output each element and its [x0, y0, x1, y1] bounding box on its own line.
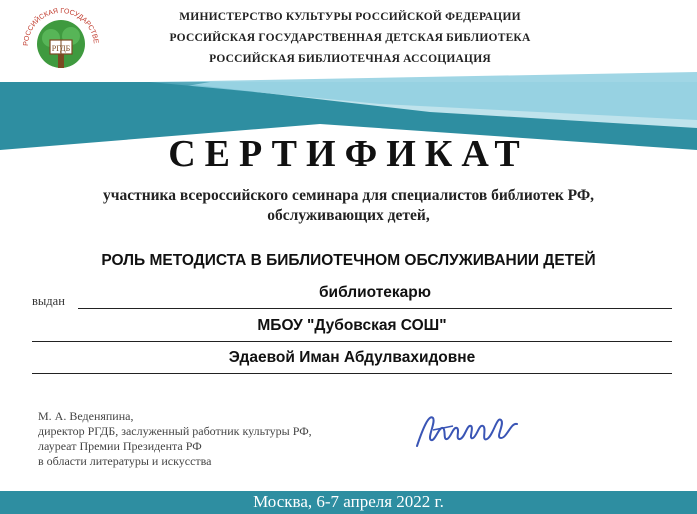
organization-field: МБОУ "Дубовская СОШ"	[257, 317, 447, 334]
signatory-award: лауреат Премии Президента РФ	[38, 439, 202, 453]
logo-ring-text: РОССИЙСКАЯ ГОСУДАРСТВЕ	[22, 7, 99, 47]
footer-place-date: Москва, 6-7 апреля 2022 г.	[253, 492, 444, 511]
position-field: библиотекарю	[318, 284, 432, 301]
rgdb-logo	[14, 4, 108, 82]
subtitle-line-1: участника всероссийского семинара для специалистов библиотек РФ,	[102, 187, 595, 204]
issued-label: выдан	[32, 294, 65, 308]
subtitle-line-2: обслуживающих детей,	[267, 207, 430, 224]
signatory-title: директор РГДБ, заслуженный работник культуры РФ,	[38, 424, 312, 438]
seminar-title: РОЛЬ МЕТОДИСТА В БИБЛИОТЕЧНОМ ОБСЛУЖИВАНИИ ДЕТЕЙ	[101, 252, 596, 269]
recipient-field: Эдаевой Иман Абдулвахидовне	[228, 349, 476, 366]
signatory-name: М. А. Веденяпина,	[38, 409, 134, 423]
position-underline	[78, 308, 672, 309]
header-ministry: МИНИСТЕРСТВО КУЛЬТУРЫ РОССИЙСКОЙ ФЕДЕРАЦИИ	[179, 11, 521, 23]
organization-underline	[32, 341, 672, 342]
certificate-title: СЕРТИФИКАТ	[168, 133, 529, 175]
logo-book-letters: РГДБ	[51, 44, 71, 53]
recipient-underline	[32, 373, 672, 374]
header-library: РОССИЙСКАЯ ГОСУДАРСТВЕННАЯ ДЕТСКАЯ БИБЛИОТЕКА	[169, 32, 531, 44]
handwritten-signature	[413, 408, 523, 453]
header-association: РОССИЙСКАЯ БИБЛИОТЕЧНАЯ АССОЦИАЦИЯ	[209, 53, 491, 65]
signatory-award-field: в области литературы и искусства	[38, 454, 212, 468]
